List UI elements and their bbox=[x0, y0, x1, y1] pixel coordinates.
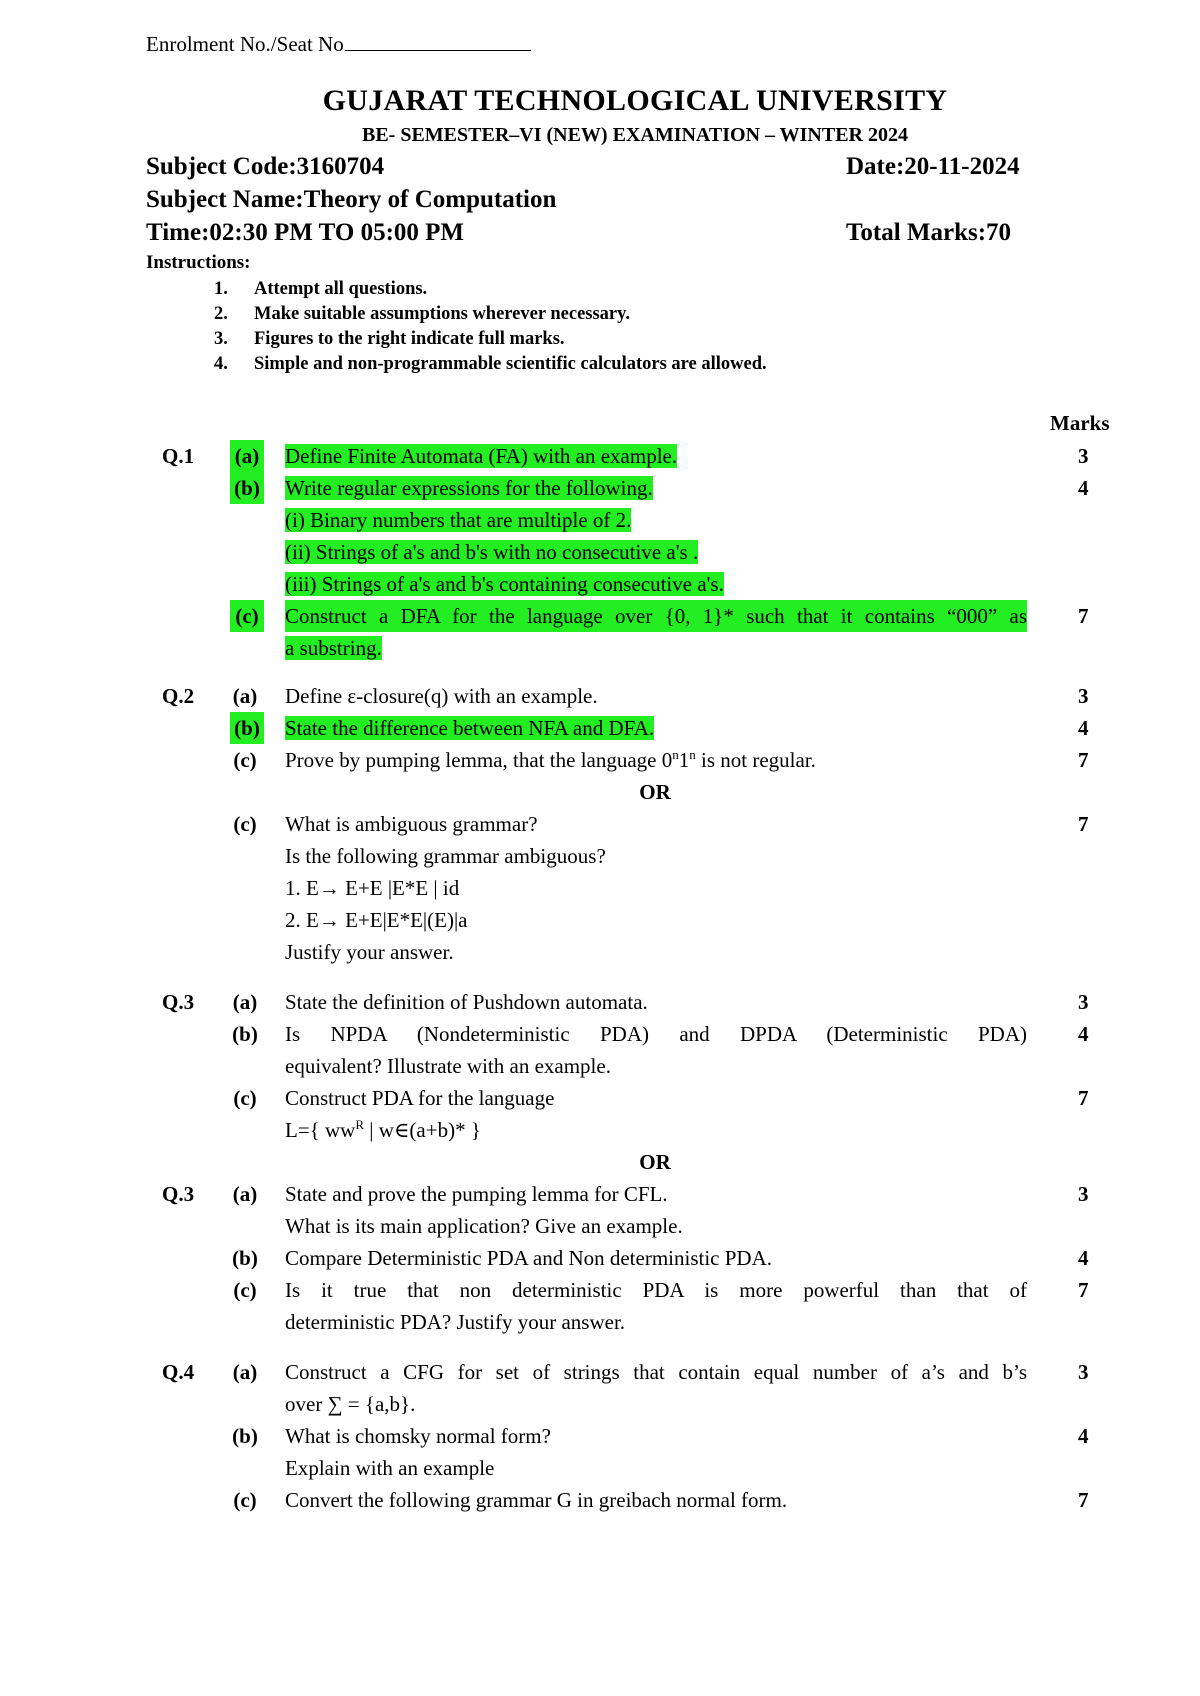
question-row bbox=[0, 1356, 1200, 1388]
subject-code: Subject Code:3160704 bbox=[146, 153, 385, 180]
question-text: Define Finite Automata (FA) with an example. bbox=[285, 444, 678, 468]
question-text: State the definition of Pushdown automata. bbox=[285, 990, 648, 1014]
question-marks: 3 bbox=[1078, 1360, 1089, 1384]
question-number: Q.1 bbox=[162, 444, 195, 468]
question-row bbox=[0, 712, 1200, 744]
part-label: (a) bbox=[232, 1182, 258, 1206]
university-name: GUJARAT TECHNOLOGICAL UNIVERSITY bbox=[322, 84, 948, 117]
question-row bbox=[0, 1178, 1200, 1210]
question-subline: Is the following grammar ambiguous? bbox=[285, 844, 606, 868]
subject-name: Subject Name:Theory of Computation bbox=[146, 186, 557, 213]
question-marks: 3 bbox=[1078, 990, 1089, 1014]
question-number: Q.4 bbox=[162, 1360, 195, 1384]
question-number: Q.3 bbox=[162, 1182, 195, 1206]
part-label: (b) bbox=[232, 1246, 258, 1270]
question-marks: 7 bbox=[1078, 1488, 1089, 1512]
part-label: (c) bbox=[233, 1086, 257, 1110]
or-separator: OR bbox=[639, 1150, 671, 1174]
question-number: Q.3 bbox=[162, 990, 195, 1014]
question-text: Is NPDA (Nondeterministic PDA) and DPDA (Deterministic PDA) bbox=[285, 1022, 1027, 1046]
part-label: (b) bbox=[230, 472, 264, 504]
question-subline bbox=[0, 536, 1200, 568]
instruction-item: 4. Simple and non-programmable scientific calculators are allowed. bbox=[214, 354, 767, 374]
question-marks: 7 bbox=[1078, 812, 1089, 836]
question-number: Q.2 bbox=[162, 684, 195, 708]
question-row bbox=[0, 1082, 1200, 1114]
question-text: Prove by pumping lemma, that the language 0$^n$1$^n$ is not regular. bbox=[285, 747, 816, 772]
question-row bbox=[0, 440, 1200, 472]
part-label: (c) bbox=[233, 748, 257, 772]
question-row bbox=[0, 600, 1200, 632]
instruction-item: 2. Make suitable assumptions wherever necessary. bbox=[214, 304, 630, 324]
question-subline: 1. E→ E+E |E*E | id bbox=[285, 876, 460, 900]
question-row bbox=[0, 1484, 1200, 1516]
question-subline: 2. E→ E+E|E*E|(E)|a bbox=[285, 908, 468, 932]
question-subline bbox=[0, 632, 1200, 664]
or-separator: OR bbox=[639, 780, 671, 804]
part-label: (b) bbox=[232, 1424, 258, 1448]
question-marks: 4 bbox=[1078, 476, 1089, 500]
question-text: Is it true that non deterministic PDA is more powerful than that of bbox=[285, 1278, 1027, 1302]
question-subitem: (i) Binary numbers that are multiple of 2. bbox=[285, 508, 632, 532]
question-marks: 3 bbox=[1078, 444, 1089, 468]
part-label: (c) bbox=[230, 600, 264, 632]
question-subline: Justify your answer. bbox=[285, 940, 454, 964]
question-row bbox=[0, 808, 1200, 840]
question-text: Convert the following grammar G in greibach normal form. bbox=[285, 1488, 788, 1512]
part-label: (a) bbox=[232, 990, 258, 1014]
question-marks: 4 bbox=[1078, 1022, 1089, 1046]
question-row bbox=[0, 1420, 1200, 1452]
question-text: Construct a DFA for the language over {0, 1}* such that it contains “000” as bbox=[285, 600, 1027, 632]
question-text: State and prove the pumping lemma for CFL. bbox=[285, 1182, 668, 1206]
question-row bbox=[0, 986, 1200, 1018]
part-label: (b) bbox=[232, 1022, 258, 1046]
part-label: (a) bbox=[232, 1360, 258, 1384]
instruction-item: 3. Figures to the right indicate full marks. bbox=[214, 329, 565, 349]
question-text: What is ambiguous grammar? bbox=[285, 812, 538, 836]
question-subline: deterministic PDA? Justify your answer. bbox=[285, 1310, 626, 1334]
exam-time: Time:02:30 PM TO 05:00 PM bbox=[146, 219, 465, 246]
question-marks: 4 bbox=[1078, 1246, 1089, 1270]
part-label: (b) bbox=[230, 712, 264, 744]
part-label: (c) bbox=[233, 812, 257, 836]
question-subline: What is its main application? Give an example. bbox=[285, 1214, 683, 1238]
total-marks: Total Marks:70 bbox=[846, 219, 1012, 246]
question-row bbox=[0, 680, 1200, 712]
question-subline: equivalent? Illustrate with an example. bbox=[285, 1054, 611, 1078]
marks-column-heading: Marks bbox=[1050, 411, 1110, 435]
question-subitem: (iii) Strings of a's and b's containing consecutive a's. bbox=[285, 572, 724, 596]
question-text: Construct PDA for the language bbox=[285, 1086, 555, 1110]
question-marks: 3 bbox=[1078, 684, 1089, 708]
question-text: Construct a CFG for set of strings that contain equal number of a’s and b’s bbox=[285, 1360, 1027, 1384]
question-marks: 7 bbox=[1078, 1278, 1089, 1302]
part-label: (c) bbox=[233, 1488, 257, 1512]
enrolment-label: Enrolment No./Seat No bbox=[146, 32, 344, 56]
question-text: State the difference between NFA and DFA. bbox=[285, 716, 655, 740]
question-marks: 7 bbox=[1078, 748, 1089, 772]
part-label: (c) bbox=[233, 1278, 257, 1302]
exam-date: Date:20-11-2024 bbox=[846, 153, 1020, 180]
instruction-item: 1. Attempt all questions. bbox=[214, 279, 428, 299]
question-text: Compare Deterministic PDA and Non deterministic PDA. bbox=[285, 1246, 773, 1270]
question-row bbox=[0, 1242, 1200, 1274]
language-definition: L={ $ww^R$ | w∈(a+b)* } bbox=[285, 1117, 481, 1142]
question-text: Write regular expressions for the following. bbox=[285, 476, 653, 500]
question-row bbox=[0, 1018, 1200, 1050]
question-marks: 4 bbox=[1078, 716, 1089, 740]
instructions-title: Instructions: bbox=[146, 252, 251, 273]
question-row bbox=[0, 744, 1200, 776]
exam-title: BE- SEMESTER–VI (NEW) EXAMINATION – WINTER 2024 bbox=[362, 124, 908, 146]
question-row bbox=[0, 472, 1200, 504]
question-text: Define ε-closure(q) with an example. bbox=[285, 684, 598, 708]
question-subline bbox=[0, 1114, 1200, 1146]
question-text: a substring. bbox=[285, 636, 382, 660]
question-subline: over ∑ = {a,b}. bbox=[285, 1392, 416, 1416]
part-label: (a) bbox=[230, 440, 264, 472]
question-subline: Explain with an example bbox=[285, 1456, 495, 1480]
enrolment-blank bbox=[345, 33, 531, 51]
question-marks: 7 bbox=[1078, 1086, 1089, 1110]
question-row bbox=[0, 1274, 1200, 1306]
question-subline bbox=[0, 504, 1200, 536]
question-text: What is chomsky normal form? bbox=[285, 1424, 551, 1448]
question-subline bbox=[0, 568, 1200, 600]
enrolment-field bbox=[146, 32, 531, 57]
question-subitem: (ii) Strings of a's and b's with no consecutive a's . bbox=[285, 540, 699, 564]
question-marks: 4 bbox=[1078, 1424, 1089, 1448]
question-marks: 7 bbox=[1078, 604, 1089, 628]
part-label: (a) bbox=[232, 684, 258, 708]
question-marks: 3 bbox=[1078, 1182, 1089, 1206]
